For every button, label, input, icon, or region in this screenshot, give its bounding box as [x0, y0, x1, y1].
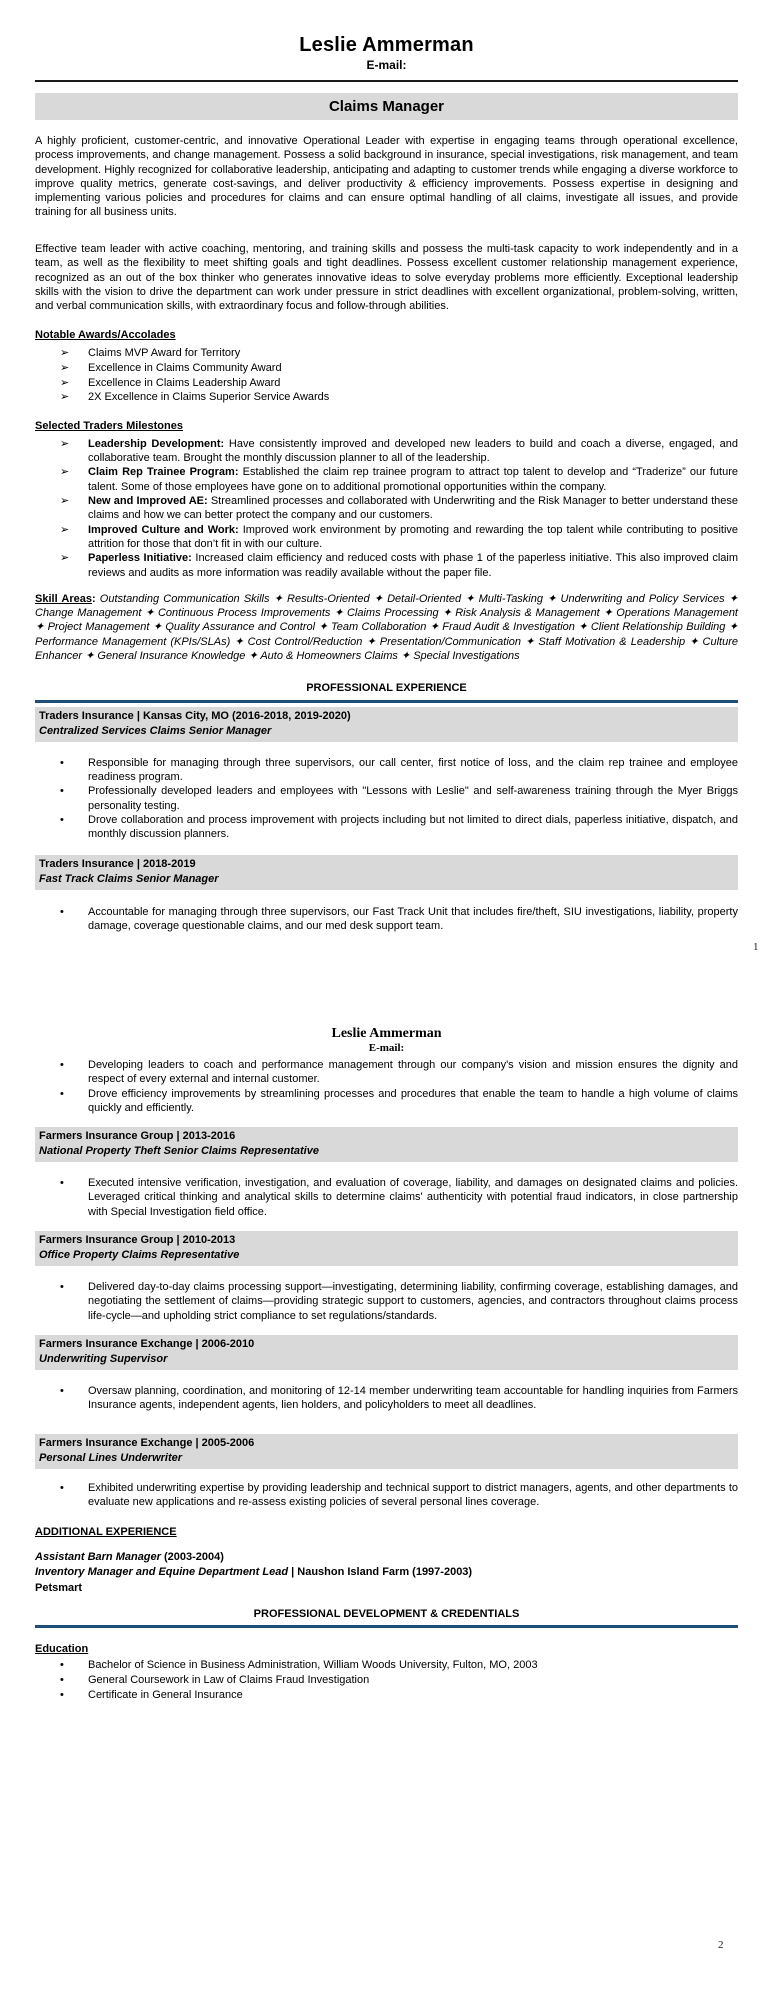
job-company: Traders Insurance | Kansas City, MO (2016-2018, 2019-2020)	[39, 709, 351, 722]
job-role: Office Property Claims Representative	[39, 1249, 240, 1262]
awards-heading: Notable Awards/Accolades	[35, 329, 176, 342]
milestone-body: Have consistently improved and developed new leaders to build and coach a diverse, engaged, and collaborative team. Brought the monthly discussion planner to all of the leadership.	[88, 437, 738, 465]
credentials-section-heading: PROFESSIONAL DEVELOPMENT & CREDENTIALS	[253, 1608, 520, 1621]
job-header	[35, 1127, 738, 1162]
job-bullet-text: Accountable for managing through three supervisors, our Fast Track Unit that includes fire/theft, SIU investigations, liability, property damage, coverage questionable claims, and our med desk support team.	[88, 905, 738, 933]
milestone-text	[88, 494, 738, 523]
job-bullets-continued	[35, 1058, 738, 1115]
job-bullet	[35, 1384, 738, 1413]
job-bullet-text: Executed intensive verification, investigation, and evaluation of coverage, liability, and damages on designated claims and policies. Leveraged critical thinking and analytical skills to determine claims' authenticity with potential fraud indicators, in close partnership with Special Investigation field office.	[88, 1177, 738, 1218]
job-company: Farmers Insurance Group | 2013-2016	[39, 1130, 236, 1143]
skill-areas-label: Skill Areas	[35, 592, 92, 605]
job-header	[35, 1434, 738, 1469]
milestone-body: Improved work environment by promoting and rewarding the top talent while contributing to positive attrition for those that don’t fit in with our culture.	[88, 523, 738, 550]
milestone-text	[88, 551, 738, 580]
section-divider-blue	[35, 1625, 738, 1628]
skill-areas-colon: :	[91, 592, 100, 605]
round-bullet-icon: •	[60, 1087, 64, 1100]
page-number-1: 1	[753, 941, 759, 953]
milestone-body: Streamlined processes and collaborated with Underwriting and the Risk Manager to better understand these claims and how we can better protect the company and our customers.	[88, 495, 738, 522]
education-item	[35, 1688, 738, 1703]
arrow-bullet-icon: ➢	[60, 466, 70, 479]
job-header	[35, 1231, 738, 1266]
milestone-lead: New and Improved AE:	[88, 495, 208, 508]
milestone-body: Established the claim rep trainee program to attract top talent to develop and “Traderize” our future talent. Some of those employees have gone on to additional promotional opportunities within the company.	[88, 466, 739, 493]
round-bullet-icon: •	[60, 1281, 64, 1294]
arrow-bullet-icon: ➢	[60, 552, 70, 565]
award-item	[35, 390, 738, 405]
education-item	[35, 1673, 738, 1688]
round-bullet-icon: •	[60, 756, 64, 769]
round-bullet-icon: •	[60, 905, 64, 918]
award-text: Excellence in Claims Community Award	[88, 362, 282, 375]
milestone-text	[88, 437, 738, 466]
job-company: Farmers Insurance Exchange | 2006-2010	[39, 1338, 255, 1351]
milestones-heading: Selected Traders Milestones	[35, 419, 183, 432]
round-bullet-icon: •	[60, 814, 64, 827]
job-role: National Property Theft Senior Claims Representative	[39, 1145, 319, 1158]
education-text: General Coursework in Law of Claims Fraud Investigation	[88, 1674, 370, 1687]
job-bullet	[35, 905, 738, 934]
milestones-list	[35, 437, 738, 580]
job-role: Fast Track Claims Senior Manager	[39, 872, 219, 885]
milestone-item	[35, 551, 738, 580]
round-bullet-icon: •	[60, 1482, 64, 1495]
section-divider-blue	[35, 700, 738, 703]
additional-role-rest: (2003-2004)	[160, 1551, 224, 1564]
job-bullet-text: Oversaw planning, coordination, and monitoring of 12-14 member underwriting team accountable for handling inquiries from Farmers Insurance agents, independent agents, lien holders, and policyholders to meet all deadlines.	[88, 1385, 738, 1412]
round-bullet-icon: •	[60, 1177, 64, 1190]
additional-experience-item	[35, 1565, 738, 1580]
award-item	[35, 361, 738, 376]
round-bullet-icon: •	[60, 1674, 64, 1687]
milestone-lead: Improved Culture and Work:	[88, 523, 239, 536]
round-bullet-icon: •	[60, 1059, 64, 1071]
award-item	[35, 376, 738, 391]
job-bullet-text: Developing leaders to coach and performance management through our company's vision and mission ensures the dignity and respect of every external and internal customer.	[88, 1059, 738, 1086]
job-company: Traders Insurance | 2018-2019	[39, 857, 196, 870]
resume-page-1	[35, 0, 738, 934]
skill-areas	[35, 592, 738, 664]
job-bullets	[35, 1481, 738, 1510]
job-bullet	[35, 1087, 738, 1116]
job-bullet-text: Exhibited underwriting expertise by providing leadership and technical support to district managers, agents, and other departments to evaluate new applications and re-assess existing policies of several personal lines coverage.	[88, 1482, 738, 1509]
education-heading: Education	[35, 1643, 89, 1656]
milestone-item	[35, 523, 738, 552]
education-item	[35, 1658, 738, 1673]
job-header	[35, 707, 738, 742]
additional-role-rest: | Naushon Island Farm (1997-2003)	[288, 1566, 473, 1579]
job-header	[35, 855, 738, 890]
round-bullet-icon: •	[60, 1689, 64, 1702]
summary-paragraph-1: A highly proficient, customer-centric, and innovative Operational Leader with expertise in engaging teams through operational excellence, process improvements, and change management. Possess a solid background in insurance, special investigations, risk management, and team development. Highly recognized for collaborative leadership, anticipating and adapting to customer trends while engaging a diverse workforce to improve quality metrics, generate cost-savings, and deliver productivity & efficiency improvements. Possess expertise in designing and implementing various policies and procedures for claims and can ensure optimal handling of all claims, investigate all issues, and provide training for all business units.	[35, 135, 738, 219]
job-role: Centralized Services Claims Senior Manager	[39, 724, 272, 737]
milestone-text	[88, 465, 738, 494]
milestone-lead: Paperless Initiative:	[88, 552, 192, 565]
round-bullet-icon: •	[60, 785, 64, 798]
page-number-2: 2	[718, 1939, 724, 1951]
job-bullets	[35, 1384, 738, 1413]
job-bullet-text: Drove efficiency improvements by streamlining processes and procedures that enable the team to handle a high volume of claims quickly and efficiently.	[88, 1087, 738, 1114]
round-bullet-icon: •	[60, 1659, 64, 1672]
milestone-item	[35, 437, 738, 466]
candidate-name: Leslie Ammerman	[299, 34, 474, 56]
job-role: Personal Lines Underwriter	[39, 1452, 183, 1465]
milestone-lead: Claim Rep Trainee Program:	[88, 466, 239, 479]
job-bullets	[35, 1280, 738, 1323]
award-text: Claims MVP Award for Territory	[88, 347, 241, 360]
job-bullet	[35, 756, 738, 785]
milestone-item	[35, 494, 738, 523]
milestone-text	[88, 523, 738, 552]
additional-experience-item	[35, 1550, 738, 1565]
additional-role-italic: Inventory Manager and Equine Department Lead	[35, 1566, 289, 1579]
candidate-name: Leslie Ammerman	[331, 1026, 442, 1041]
job-bullets	[35, 905, 738, 934]
additional-role-italic: Assistant Barn Manager	[35, 1551, 161, 1564]
awards-list	[35, 346, 738, 404]
additional-experience-list	[35, 1550, 738, 1596]
job-header	[35, 1335, 738, 1370]
job-bullet	[35, 784, 738, 813]
job-company: Farmers Insurance Exchange | 2005-2006	[39, 1437, 255, 1450]
resume-page-2	[35, 1026, 738, 1703]
job-bullet	[35, 813, 738, 842]
milestone-item	[35, 465, 738, 494]
additional-experience-item	[35, 1581, 738, 1596]
education-text: Certificate in General Insurance	[88, 1689, 243, 1702]
job-bullet-text: Drove collaboration and process improvement with projects including but not limited to direct dials, paperless initiative, dispatch, and monthly discussion planners.	[88, 814, 738, 841]
additional-role-rest: Petsmart	[35, 1581, 83, 1594]
summary-paragraph-2: Effective team leader with active coaching, mentoring, and training skills and possess the multi-task capacity to work independently and in a team, as well as the flexibility to meet shifting goals and tight deadlines. Possess excellent customer relationship management experience, recognized as an out of the box thinker who generates innovative ideas to solve everyday problems more efficiently. Exceptional leadership skills with the vision to drive the department can work under pressure in strict deadlines with excellent organizational, problem-solving, written, and verbal communication skills, with extraordinary focus and follow-through abilities.	[35, 243, 738, 313]
job-title-banner: Claims Manager	[35, 93, 738, 120]
job-bullet-text: Delivered day-to-day claims processing support—investigating, determining liability, confirming coverage, establishing damages, and negotiating the settlement of claims—providing strategic support to customers, agencies, and contractors throughout claims process life-cycle—and upholding strict compliance to set regulations/standards.	[88, 1281, 738, 1322]
education-text: Bachelor of Science in Business Administration, William Woods University, Fulton, MO, 2003	[88, 1659, 538, 1672]
job-bullet	[35, 1176, 738, 1219]
additional-experience-heading: ADDITIONAL EXPERIENCE	[35, 1526, 177, 1539]
experience-section-heading: PROFESSIONAL EXPERIENCE	[306, 681, 467, 694]
arrow-bullet-icon: ➢	[60, 347, 70, 360]
milestone-body: Increased claim efficiency and reduced costs with phase 1 of the paperless initiative. This also improved claim reviews and audits as more information was readily available without the paper file.	[88, 552, 738, 579]
job-bullet	[35, 1280, 738, 1323]
arrow-bullet-icon: ➢	[60, 437, 70, 450]
job-bullet	[35, 1058, 738, 1087]
education-list	[35, 1658, 738, 1703]
job-bullets	[35, 756, 738, 842]
job-company: Farmers Insurance Group | 2010-2013	[39, 1234, 236, 1247]
award-item	[35, 346, 738, 361]
arrow-bullet-icon: ➢	[60, 362, 70, 375]
arrow-bullet-icon: ➢	[60, 376, 70, 389]
header-divider	[35, 80, 738, 82]
email-label: E-mail:	[368, 1042, 405, 1054]
award-text: 2X Excellence in Claims Superior Service Awards	[88, 391, 330, 404]
job-bullet-text: Responsible for managing through three supervisors, our call center, first notice of loss, and the claim rep trainee and employee readiness program.	[88, 756, 738, 784]
job-bullet	[35, 1481, 738, 1510]
arrow-bullet-icon: ➢	[60, 495, 70, 508]
email-label: E-mail:	[366, 58, 407, 72]
round-bullet-icon: •	[60, 1385, 64, 1398]
milestone-lead: Leadership Development:	[88, 437, 225, 450]
job-role: Underwriting Supervisor	[39, 1353, 168, 1366]
arrow-bullet-icon: ➢	[60, 523, 70, 536]
award-text: Excellence in Claims Leadership Award	[88, 376, 281, 389]
job-bullet-text: Professionally developed leaders and employees with "Lessons with Leslie" and self-awareness training through the Myer Briggs personality testing.	[88, 785, 738, 812]
arrow-bullet-icon: ➢	[60, 391, 70, 404]
skill-areas-items: Outstanding Communication Skills ✦ Results-Oriented ✦ Detail-Oriented ✦ Multi-Tasking ✦ Underwriting and Policy Services ✦ Change Management ✦ Continuous Process Improvements ✦ Claims Processing ✦ Risk Analysis & Management ✦ Operations Management ✦ Project Management ✦ Quality Assurance and Control ✦ Team Collaboration ✦ Fraud Audit & Investigation ✦ Client Relationship Building ✦ Performance Management (KPIs/SLAs) ✦ Cost Control/Reduction ✦ Presentation/Communication ✦ Staff Motivation & Leadership ✦ Culture Enhancer ✦ General Insurance Knowledge ✦ Auto & Homeowners Claims ✦ Special Investigations	[35, 592, 738, 663]
job-bullets	[35, 1176, 738, 1219]
